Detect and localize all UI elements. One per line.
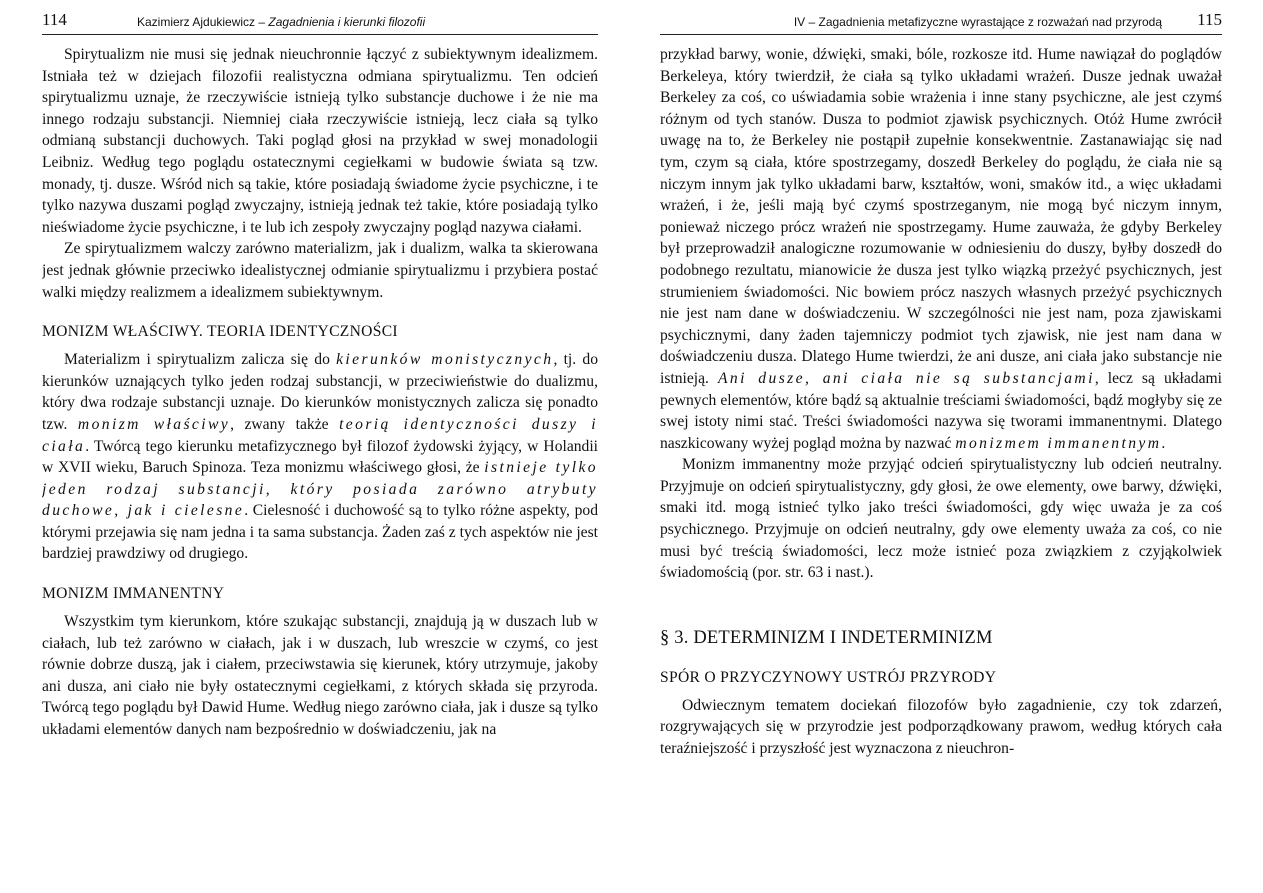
- subsection-heading: MONIZM IMMANENTNY: [42, 585, 225, 603]
- spaced-term: kierunków monistycznych: [336, 351, 554, 369]
- paragraph: Ze spirytualizmem walczy zarówno materializm, jak i dualizm, walka ta skierowana jest jednak głównie przeciwko idealistycznej odmianie spirytualizmu i przybiera postać walki między realizmem a idealizmem subiektywnym.: [42, 240, 598, 301]
- text-run: , zwany także: [230, 415, 340, 433]
- text-run: . Twórcą tego kierunku metafizycznego był filozof żydowski żyjący, w Holandii w XVII wieku, Baruch Spinoza. Teza monizmu właściwego głosi, że: [42, 437, 598, 477]
- spaced-term: monizmem immanentnym: [955, 434, 1162, 452]
- section-heading: § 3. DETERMINIZM I INDETERMINIZM: [660, 627, 993, 648]
- right-page-body: [660, 44, 1222, 760]
- right-running-head-text: IV – Zagadnienia metafizyczne wyrastające z rozważań nad przyrodą: [793, 15, 1162, 29]
- text-run: Materializm i spirytualizm zalicza się do: [64, 351, 337, 369]
- text-run: , lecz są układami pewnych elementów, które bądź są aktualnie treściami świadomości, bądź mogłyby się ze swej istoty nimi stać. Treści świadomości nazywa się tworami immanentnymi. Dlatego naszkicowany wyżej pogląd można by nazwać: [660, 369, 1222, 452]
- text-run: .: [1161, 434, 1166, 452]
- right-running-head: [660, 12, 1222, 35]
- paragraph: [42, 349, 598, 565]
- paragraph: Monizm immanentny może przyjąć odcień spirytualistyczny lub odcień neutralny. Przyjmuje on odcień spirytualistyczny, gdy głosi, że owe elementy, owe barwy, dźwięki, smaki itd. mogą istnieć tylko jako treści świadomości, gdy więc uważa je za coś psychicznego. Przyjmuje on odcień neutralny, gdy owe elementy uważa za coś, co nie musi być treścią świadomości, lecz może istnieć poza związkiem z czyjąkolwiek świadomością (por. str. 63 i nast.).: [660, 456, 1222, 582]
- left-page-number: 114: [42, 10, 67, 29]
- left-page-body: [42, 44, 598, 741]
- left-running-head: [42, 12, 598, 35]
- text-run: przykład barwy, wonie, dźwięki, smaki, bóle, rozkosze itd. Hume nawiązał do poglądów Berkeleya, który twierdził, że ciała są tylko układami wrażeń. Dusze jednak uważał Berkeley za coś, co uświadamia sobie wrażenia i inne stany psychiczne, ale jest czymś różnym od tych stanów. Dusza to podmiot zjawisk psychicznych. Otóż Hume zwrócił uwagę na to, że Berkeley nie postąpił zupełnie konsekwentnie. Zastanawiając się nad tym, czym są ciała, które spostrzegamy, doszedł Berkeley do poglądu, że ciała nie są niczym innym jak tylko układami barw, kształtów, woni, smaków itd., a więc układami wrażeń, i że, jeśli mają być czymś spostrzeganym, nie mogą być niczym innym, ponieważ niczego prócz wrażeń nie spostrzegamy. Hume zauważa, że gdyby Berkeley był przeprowadził analogiczne rozumowanie w odniesieniu do duszy, byłby doszedł do podobnego rezultatu, mianowicie że dusza jest tylko wiązką przeżyć psychicznych, jest strumieniem świadomości. Nic bowiem prócz naszych własnych przeżyć psychicznych nie jest nam dane w doświadczeniu. W szczególności nie jest nam, poza zjawiskami psychicznymi, dany żaden tajemniczy podmiot tych zjawisk, nie jest nam dana w doświadczeniu dusza. Dlatego Hume twierdzi, że ani dusze, ani ciała jako substancje nie istnieją.: [660, 46, 1222, 387]
- paragraph: Spirytualizm nie musi się jednak nieuchronnie łączyć z subiektywnym idealizmem. Istniała też w dziejach filozofii realistyczna odmiana spirytualizmu. Ten odcień spirytualizmu uznaje, że rzeczywiście istnieją tylko substancje duchowe i że nie ma innego rodzaju substancji. Niemniej ciała rzeczywiście istnieją, lecz ciała są tylko odmianą substancji duchowych. Taki pogląd głosi na przykład w swej monadologii Leibniz. Według tego poglądu ostatecznymi cegiełkami w budowie świata są tzw. monady, tj. dusze. Wśród nich są takie, które posiadają świadome życie psychiczne, i te tylko nazywa duszami pogląd zwyczajny, istnieją jednak też takie, które posiadają tylko nieświadome życie psychiczne, i te lub ich zespoły zwyczajny pogląd nazywa ciałami.: [42, 46, 598, 236]
- spaced-term: istnieje tylko jeden rodzaj substancji, który posiada zarówno atrybuty duchowe, jak i cielesne: [42, 459, 598, 520]
- spaced-term: monizm właściwy: [77, 415, 231, 433]
- right-page-number: 115: [1197, 10, 1222, 29]
- paragraph: Wszystkim tym kierunkom, które szukając substancji, znajdują ją w duszach lub w ciałach, lub też zarówno w ciałach, jak i w duszach, lub wreszcie w czymś, co jest równie dobrze duszą, jak i ciałem, przeciwstawia się kierunek, który utrzymuje, jakoby ani dusza, ani ciało nie były ostatecznymi cegiełkami, z których składa się przyroda. Twórcą tego poglądu był Dawid Hume. Według niego zarówno ciała, jak i dusze są tylko układami elementów danych nam bezpośrednio w doświadczeniu, jak na: [42, 613, 598, 739]
- left-running-head-text: [137, 15, 425, 29]
- paragraph: Odwiecznym tematem dociekań filozofów było zagadnienie, czy tok zdarzeń, rozgrywających się w przyrodzie jest podporządkowany prawom, według których cała teraźniejszość i przyszłość jest wyznaczona z nieuchron-: [660, 696, 1222, 758]
- paragraph: [660, 44, 1222, 454]
- spaced-term: Ani dusze, ani ciała nie są substancjami: [718, 369, 1095, 387]
- spaced-term: teorią identyczności duszy i ciała: [42, 415, 598, 455]
- right-page: [660, 0, 1222, 893]
- subsection-heading: SPÓR O PRZYCZYNOWY USTRÓJ PRZYRODY: [660, 668, 997, 686]
- running-head-author: Kazimierz Ajdukiewicz –: [137, 15, 269, 29]
- subsection-heading: MONIZM WŁAŚCIWY. TEORIA IDENTYCZNOŚCI: [42, 323, 398, 341]
- running-head-book-title: Zagadnienia i kierunki filozofii: [268, 15, 426, 29]
- text-run: . Cielesność i duchowość są to tylko różne aspekty, pod którymi przejawia się nam jedna i ta sama substancja. Żaden zaś z tych aspektów nie jest bardziej prawdziwy od drugiego.: [42, 502, 598, 563]
- text-run: , tj. do kierunków uznających tylko jeden rodzaj substancji, w przeciwieństwie do dualizmu, który dwa rodzaje substancji uznaje. Do kierunków monistycznych zalicza się ponadto tzw.: [42, 351, 598, 433]
- left-page: [42, 0, 598, 893]
